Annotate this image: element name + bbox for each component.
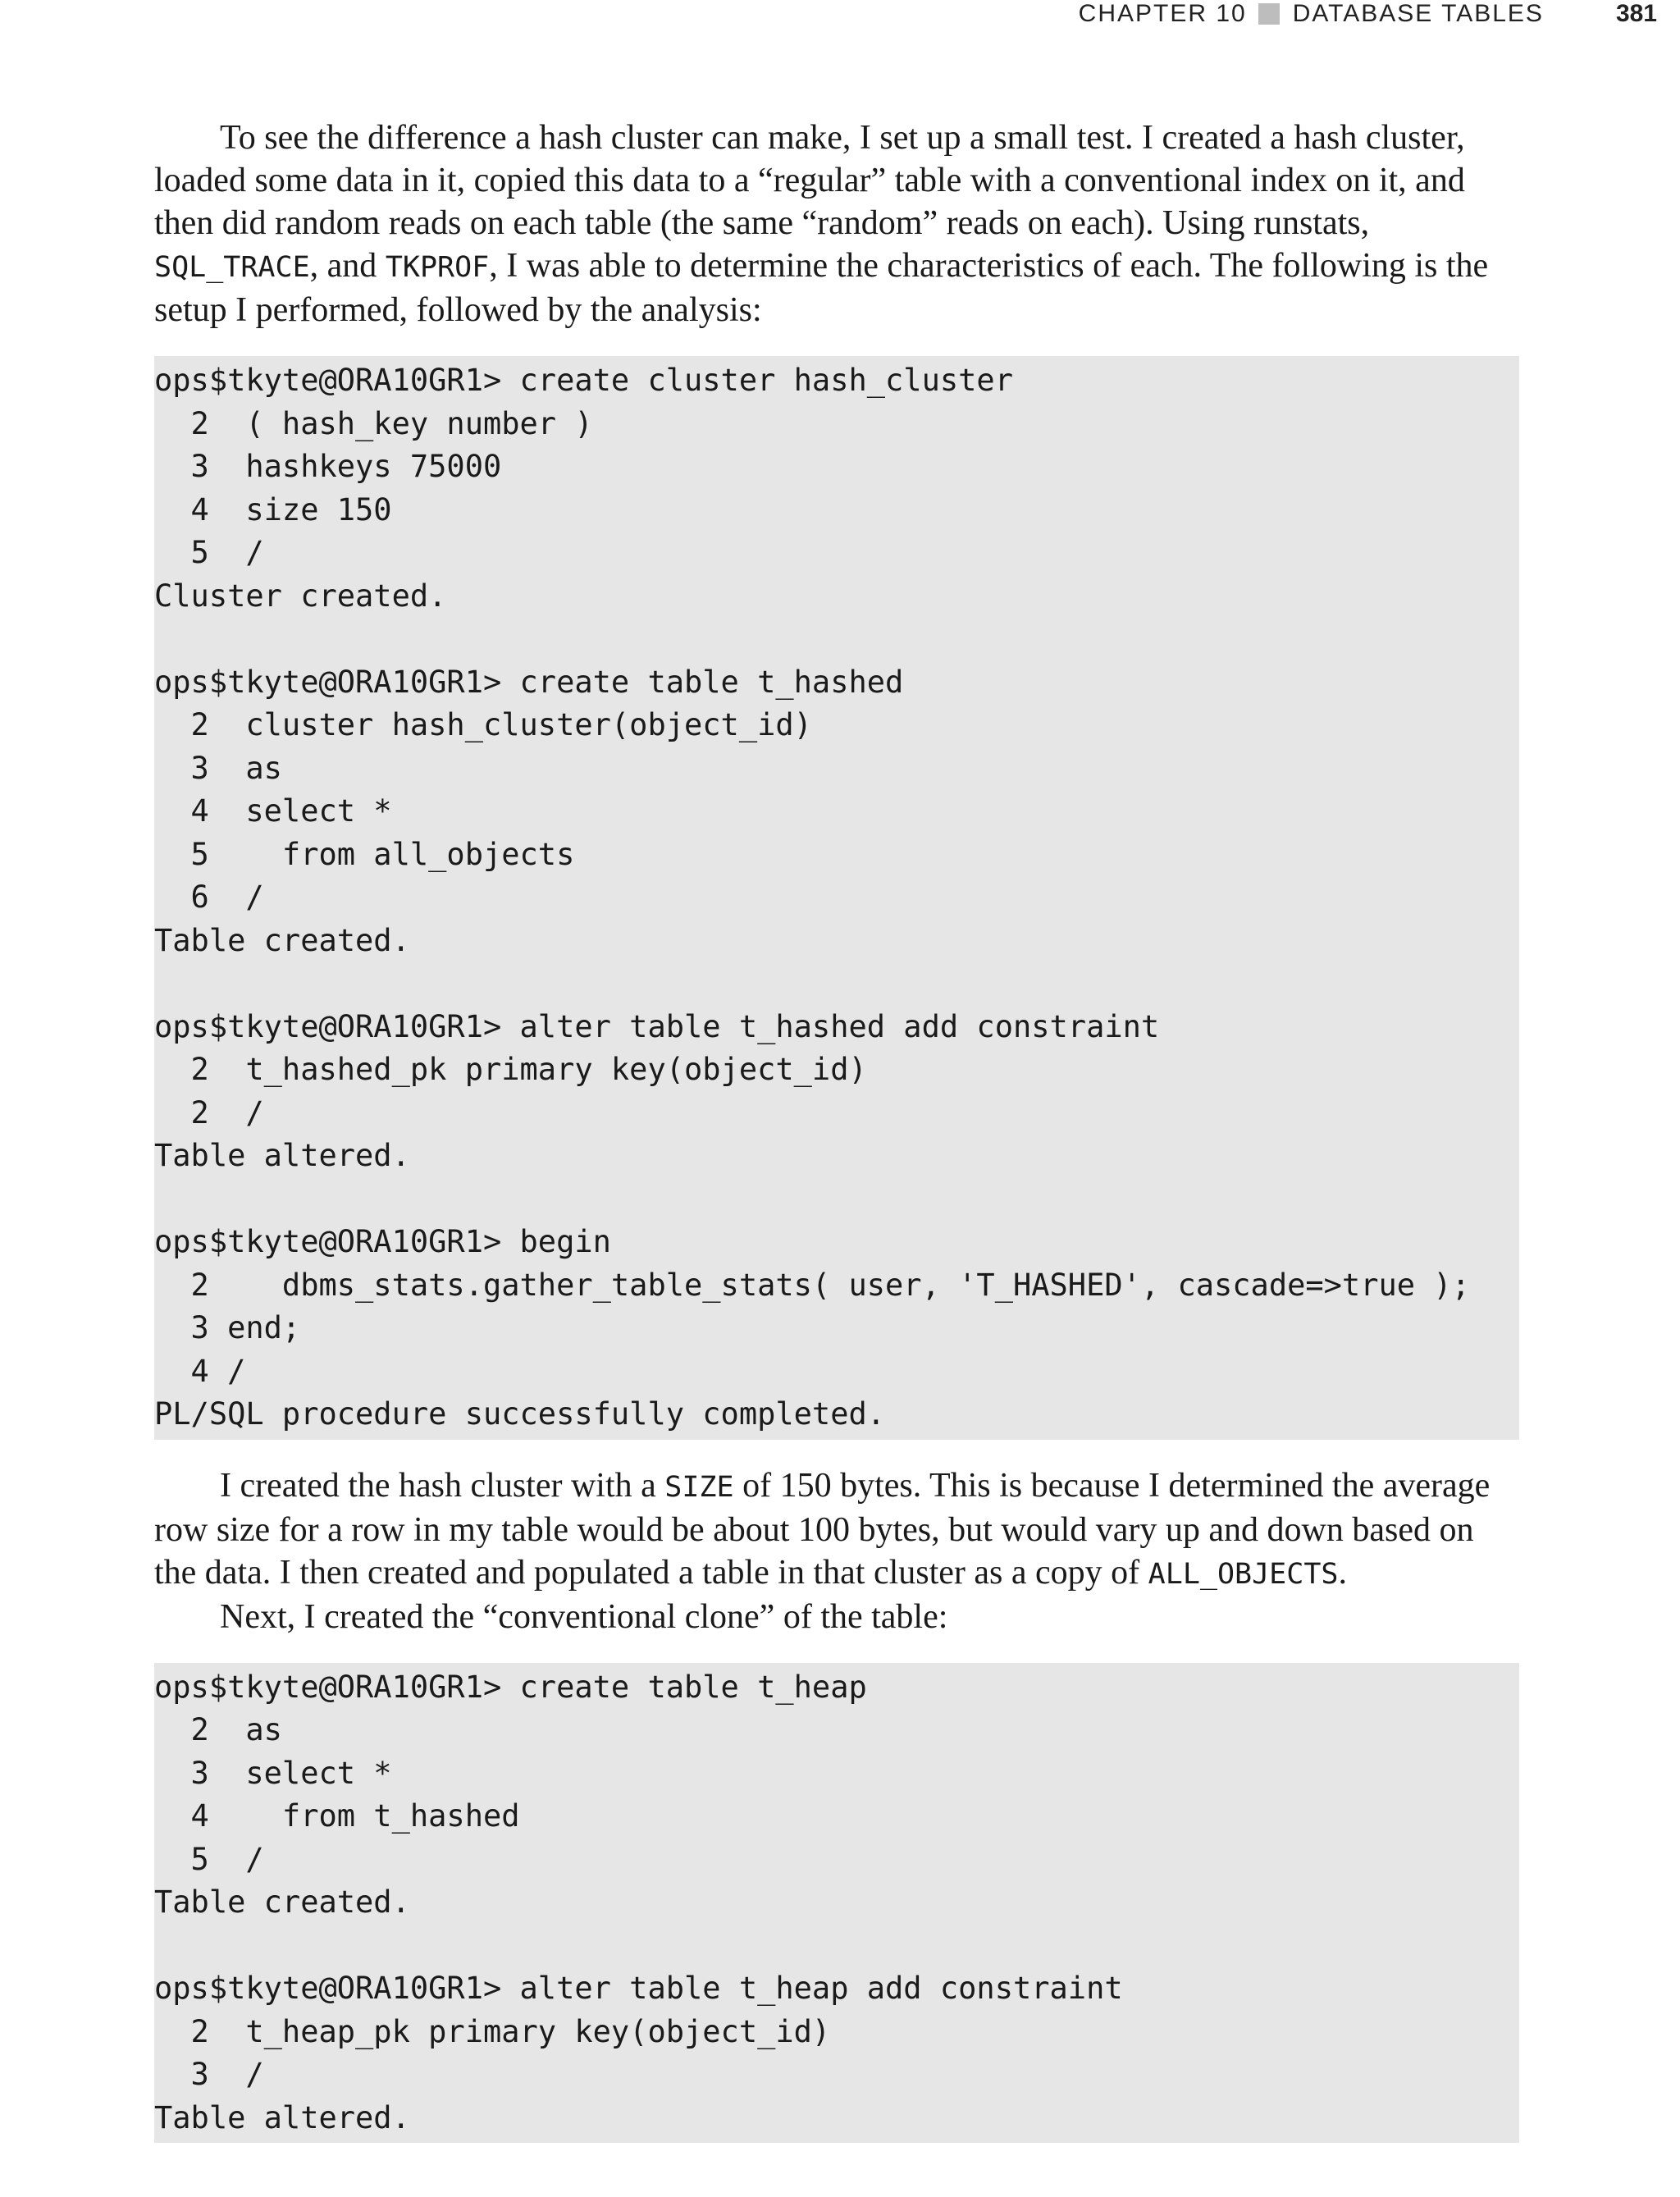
code-line: ops$tkyte@ORA10GR1> begin (154, 1224, 611, 1259)
page-body (154, 116, 1519, 2143)
code-line: 6 / (154, 879, 264, 915)
code-line: 3 end; (154, 1310, 301, 1345)
inline-code-all-objects: ALL_OBJECTS (1148, 1557, 1339, 1591)
code-listing-heap-table (154, 1663, 1519, 2144)
code-line: 2 cluster hash_cluster(object_id) (154, 707, 812, 742)
code-line: 2 as (154, 1712, 282, 1747)
code-line: Table created. (154, 922, 410, 958)
code-line: ops$tkyte@ORA10GR1> create table t_hashed (154, 664, 904, 700)
code-line: 2 dbms_stats.gather_table_stats( user, 'T_HASHED', cascade=>true ); (154, 1267, 1470, 1303)
code-line: 5 / (154, 535, 264, 570)
code-line (154, 618, 1519, 661)
code-line: 4 select * (154, 793, 392, 829)
code-line: PL/SQL procedure successfully completed. (154, 1396, 886, 1432)
code-line: Table altered. (154, 1138, 410, 1173)
code-line: 5 / (154, 1841, 264, 1877)
explanation-text-2: of 150 bytes. This is because I determined the average row size for a row in my table would be about 100 bytes, but would vary up and down based on the data. I then created and populated a table in that cluster as a copy of (154, 1466, 1491, 1592)
intro-text-2: , and (309, 247, 386, 285)
code-listing-hash-cluster (154, 356, 1519, 1440)
code-line: ops$tkyte@ORA10GR1> alter table t_hashed add constraint (154, 1008, 1160, 1044)
code-line: 5 from all_objects (154, 836, 575, 872)
code-line: 3 as (154, 750, 282, 786)
code-line: 4 / (154, 1353, 246, 1389)
code-line: 2 t_heap_pk primary key(object_id) (154, 2013, 831, 2049)
code-line (154, 1178, 1519, 1222)
inline-code-sql-trace: SQL_TRACE (154, 251, 310, 284)
explanation-text-1: I created the hash cluster with a (220, 1466, 665, 1505)
code-line (154, 1925, 1519, 1968)
intro-text-3: , I was able to determine the characteristics of each. The following is the setup I performed, followed by the analysis: (154, 247, 1489, 329)
page-number: 381 (1615, 0, 1657, 27)
explanation-paragraph (154, 1464, 1519, 1596)
code-line: 3 select * (154, 1755, 392, 1791)
code-line: Cluster created. (154, 578, 447, 614)
inline-code-size: SIZE (664, 1470, 734, 1504)
intro-text-1: To see the difference a hash cluster can make, I set up a small test. I created a hash cluster, loaded some data in it, copied this data to a “regular” table with a conventional index on it, and then did random reads on each table (the same “random” reads on each). Using runstats, (154, 119, 1465, 242)
chapter-label: CHAPTER 10 (1078, 0, 1247, 27)
inline-code-tkprof: TKPROF (385, 251, 490, 284)
code-line: ops$tkyte@ORA10GR1> create cluster hash_cluster (154, 363, 1013, 398)
code-line: ops$tkyte@ORA10GR1> create table t_heap (154, 1669, 867, 1705)
code-line: 2 / (154, 1094, 264, 1130)
intro-paragraph (154, 116, 1519, 331)
code-line: 3 / (154, 2057, 264, 2092)
code-line: Table created. (154, 1884, 410, 1920)
code-line: Table altered. (154, 2099, 410, 2135)
explanation-text-3: . (1338, 1553, 1347, 1592)
code-line (154, 962, 1519, 1006)
section-title: DATABASE TABLES (1292, 0, 1544, 27)
code-line: 2 t_hashed_pk primary key(object_id) (154, 1052, 867, 1087)
code-line: 4 size 150 (154, 491, 392, 528)
code-line: 4 from t_hashed (154, 1798, 520, 1834)
code-line: 2 ( hash_key number ) (154, 405, 593, 441)
next-paragraph: Next, I created the “conventional clone” of the table: (220, 1597, 948, 1636)
code-line: ops$tkyte@ORA10GR1> alter table t_heap add constraint (154, 1971, 1123, 2006)
code-line: 3 hashkeys 75000 (154, 449, 502, 484)
running-head (1079, 0, 1657, 30)
separator-square-icon (1258, 3, 1280, 25)
